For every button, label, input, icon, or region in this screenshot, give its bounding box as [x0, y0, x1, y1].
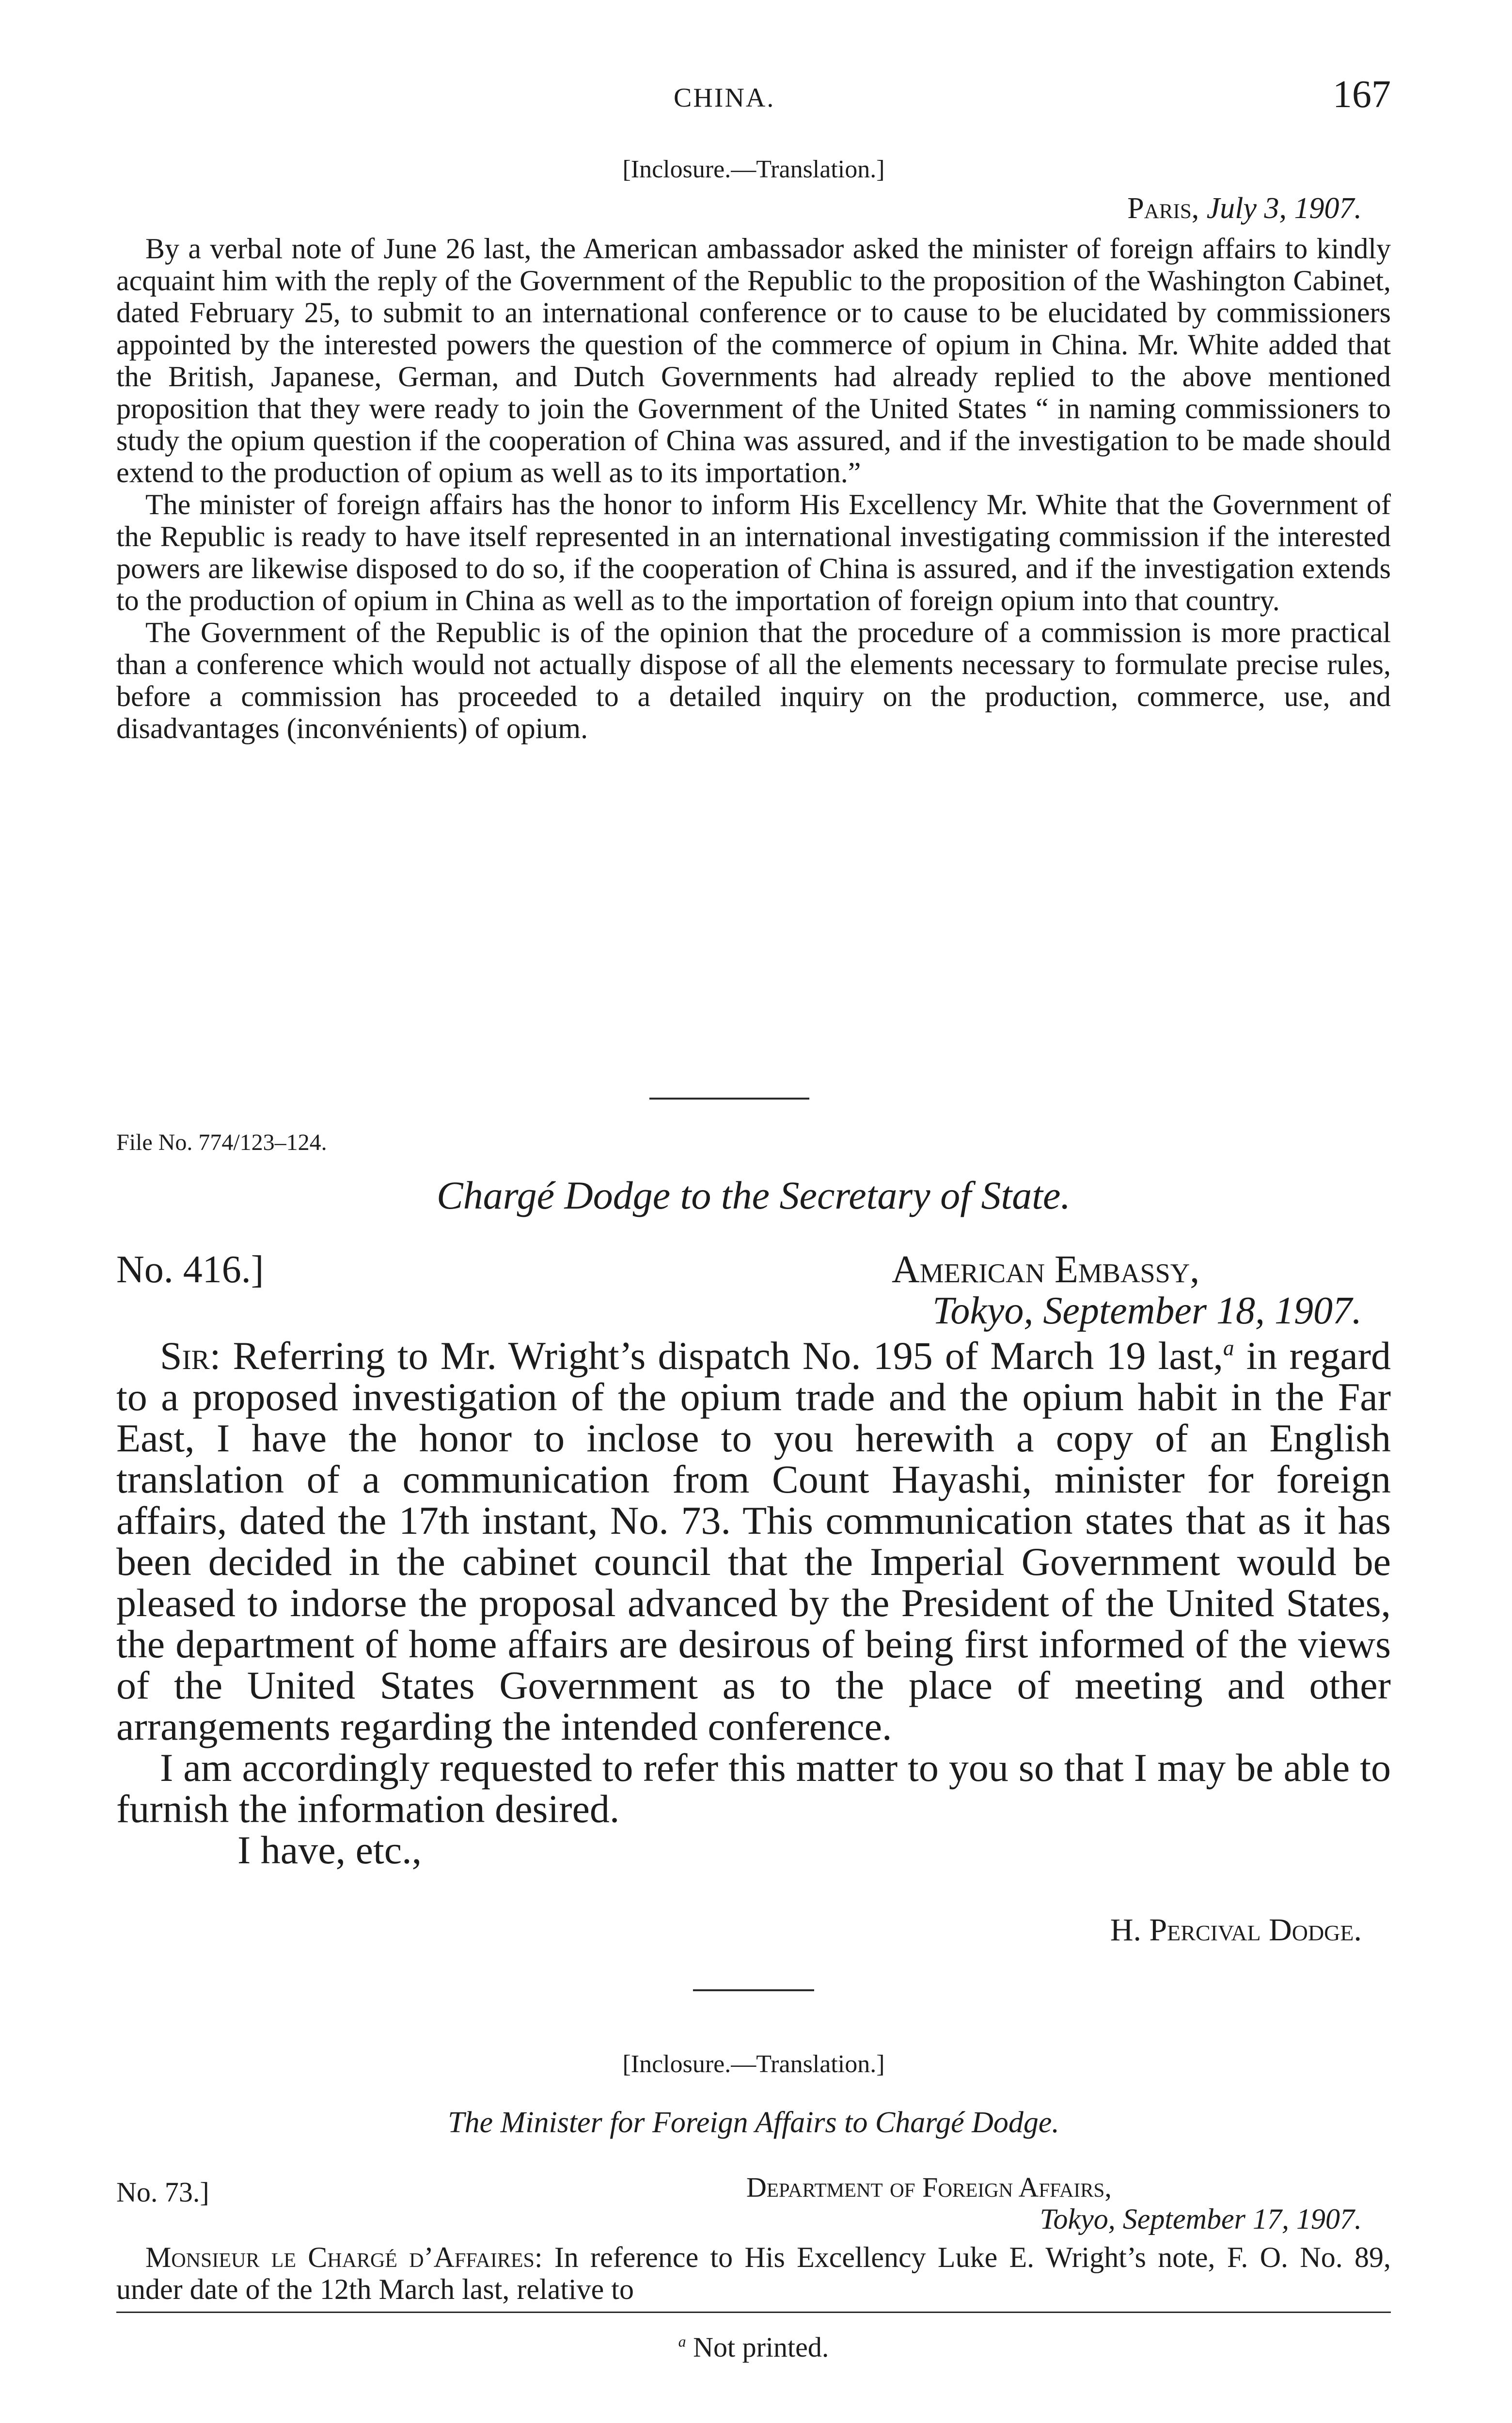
dispatch-paragraph: I am accordingly requested to refer this matter to you so that I may be able to furnish the information desired.: [116, 1746, 1391, 1831]
dispatch-paragraph: [116, 1335, 1391, 1747]
file-number: File No. 774/123–124.: [116, 1130, 327, 1155]
dispatch-title: Chargé Dodge to the Secretary of State.: [437, 1173, 1071, 1217]
dateline-date: July 3, 1907.: [1206, 192, 1362, 225]
section-divider: [649, 1098, 809, 1100]
dispatch-place: American Embassy,: [892, 1248, 1200, 1291]
inclosure-date: Tokyo, September 17, 1907.: [1040, 2203, 1362, 2235]
dispatch-closing: I have, etc.,: [237, 1828, 422, 1872]
inclosure-text: In reference to His Excellency Luke E. Wright’s note, F. O. No. 89, under date of the 12th March last, relative to: [116, 2241, 1391, 2305]
page-number: 167: [1333, 73, 1391, 116]
footnote-text: Not printed.: [693, 2331, 829, 2363]
inclosure-title: The Minister for Foreign Affairs to Chargé Dodge.: [448, 2106, 1059, 2139]
dispatch-signature: H. Percival Dodge.: [1110, 1912, 1362, 1948]
footnote-reference: a: [1223, 1336, 1234, 1360]
inclosure-label: [Inclosure.—Translation.]: [622, 156, 885, 183]
dispatch-text-b: in regard to a proposed investigation of the opium trade and the opium habit in the Far East, I have the honor to inclose to you herewith a copy of an English translation of a communication from Count Hayashi, minister for foreign affairs, dated the 17th instant, No. 73. This communication states that as it has been decided in the cabinet council that the Imperial Government would be pleased to indorse the proposal advanced by the President of the United States, the department of home affairs are desirous of being first informed of the views of the United States Government as to the place of meeting and other arrangements regarding the intended conference.: [116, 1334, 1391, 1748]
inclosure-label: [Inclosure.—Translation.]: [622, 2050, 885, 2078]
footnote-rule: [116, 2312, 1391, 2313]
dispatch-text-a: Referring to Mr. Wright’s dispatch No. 195 of March 19 last,: [233, 1334, 1223, 1378]
dispatch-body: [116, 1335, 1391, 1871]
inclosure-dateline: [1127, 191, 1362, 226]
footnote-marker: a: [678, 2333, 686, 2350]
inclosure-paragraph: By a verbal note of June 26 last, the American ambassador asked the minister of foreign affairs to kindly acquaint him with the reply of the Government of the Republic to the proposition of the Washington Cabinet, dated February 25, to submit to an international conference or to cause to be elucidated by commissioners appointed by the interested powers the question of the commerce of opium in China. Mr. White added that the British, Japanese, German, and Dutch Governments had already replied to the above mentioned proposition that they were ready to join the Government of the United States “ in naming commissioners to study the opium question if the cooperation of China was assured, and if the investigation to be made should extend to the production of opium as well as to its importation.”: [116, 233, 1391, 488]
dispatch-salutation: Sir:: [160, 1334, 221, 1378]
inclosure-place: Department of Foreign Affairs,: [746, 2171, 1112, 2203]
section-divider: [693, 1989, 814, 1991]
running-header-title: CHINA.: [674, 83, 775, 113]
inclosure-paragraph: The minister of foreign affairs has the honor to inform His Excellency Mr. White that the Government of the Republic is ready to have itself represented in an international investigating commission if the interested powers are likewise disposed to do so, if the cooperation of China is assured, and if the investigation extends to the production of opium in China as well as to the importation of foreign opium into that country.: [116, 488, 1391, 616]
inclosure-paragraph: [116, 2241, 1391, 2305]
inclosure-paragraph: The Government of the Republic is of the opinion that the procedure of a commission is more practical than a conference which would not actually dispose of all the elements necessary to formulate precise rules, before a commission has proceeded to a detailed inquiry on the production, commerce, use, and disadvantages (inconvénients) of opium.: [116, 616, 1391, 744]
inclosure-salutation: Monsieur le Chargé d’Affaires:: [145, 2241, 543, 2273]
footnote: [116, 2331, 1391, 2363]
dateline-place: Paris,: [1127, 192, 1199, 225]
inclosure-body: [116, 233, 1391, 744]
inclosure-body: [116, 2241, 1391, 2305]
inclosure-number: No. 73.]: [116, 2176, 209, 2208]
dispatch-date: Tokyo, September 18, 1907.: [932, 1290, 1362, 1332]
dispatch-number: No. 416.]: [116, 1248, 264, 1291]
